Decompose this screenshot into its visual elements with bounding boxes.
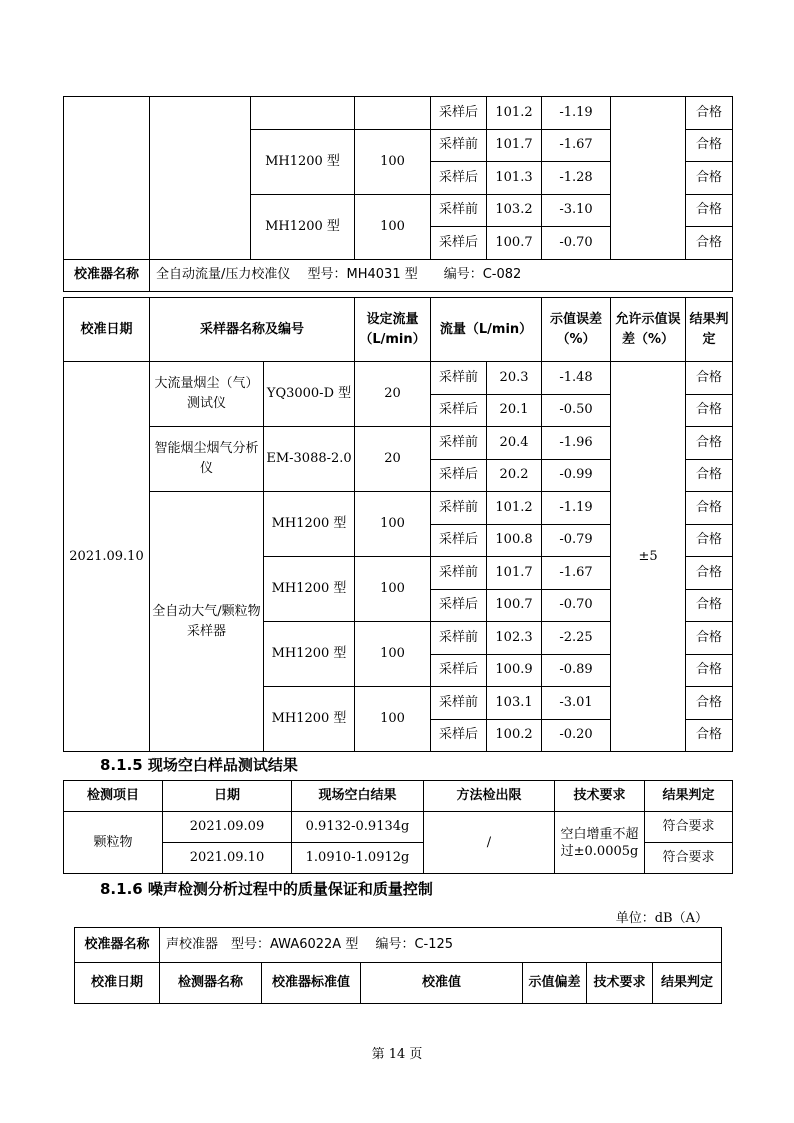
calibrator-row: 校准器名称 声校准器 型号：AWA6022A 型 编号：C-125 (75, 928, 722, 963)
table-row: MH1200 型 100 采样前 101.7 -1.67 合格 (64, 557, 733, 590)
calibration-date: 2021.09.10 (64, 362, 150, 752)
table-row: 采样后 101.2 -1.19 合格 (64, 97, 733, 130)
unit-label: 单位：dB（A） (615, 911, 708, 926)
table-row: 2021.09.10 大流量烟尘（气）测试仪 YQ3000-D 型 20 采样前 20.3 -1.48 ±5 合格 (64, 362, 733, 395)
calibration-table-2 (63, 297, 733, 752)
table-row: 采样后 100.2 -0.20 合格 (64, 719, 733, 752)
section-title-816: 8.1.6 噪声检测分析过程中的质量保证和质量控制 (100, 880, 433, 898)
blank-sample-table (63, 780, 733, 874)
table-row: 采样后 100.8 -0.79 合格 (64, 524, 733, 557)
table-row: 颗粒物 2021.09.09 0.9132-0.9134g / 空白增重不超过±0.0005g 符合要求 (64, 812, 733, 843)
calibrator-label: 校准器名称 (64, 259, 150, 292)
table-row: MH1200 型 100 采样前 103.2 -3.10 合格 (64, 194, 733, 227)
table-row: 2021.09.10 1.0910-1.0912g 符合要求 (64, 843, 733, 874)
table-row: 全自动大气/颗粒物采样器 MH1200 型 100 采样前 101.2 -1.19 合格 (64, 492, 733, 525)
allowed-error: ±5 (611, 362, 686, 752)
header-row: 检测项目 日期 现场空白结果 方法检出限 技术要求 结果判定 (64, 781, 733, 812)
noise-calibration-table (74, 927, 722, 1004)
shared-device: 全自动大气/颗粒物采样器 (150, 492, 264, 752)
table-row: 采样后 20.1 -0.50 合格 (64, 394, 733, 427)
table-row: 采样后 100.9 -0.89 合格 (64, 654, 733, 687)
header-row: 校准日期 采样器名称及编号 设定流量（L/min） 流量（L/min） 示值误差（%） 允许示值误差（%） 结果判定 (64, 298, 733, 362)
calibrator-row (64, 259, 733, 292)
section-title-815: 8.1.5 现场空白样品测试结果 (100, 756, 298, 774)
page-number: 第 14 页 (371, 1047, 423, 1062)
table-row: MH1200 型 100 采样前 102.3 -2.25 合格 (64, 622, 733, 655)
table-row: MH1200 型 100 采样前 103.1 -3.01 合格 (64, 687, 733, 720)
table-row: 采样后 101.3 -1.28 合格 (64, 162, 733, 195)
table-row: 采样后 100.7 -0.70 合格 (64, 227, 733, 260)
table-row: 智能烟尘烟气分析仪 EM-3088-2.0 20 采样前 20.4 -1.96 合格 (64, 427, 733, 460)
table-row: MH1200 型 100 采样前 101.7 -1.67 合格 (64, 129, 733, 162)
calibrator-value: 全自动流量/压力校准仪 型号：MH4031 型 编号：C-082 (150, 259, 733, 292)
calibration-table (63, 96, 733, 292)
header-row: 校准日期 检测器名称 校准器标准值 校准值 示值偏差 技术要求 结果判定 (75, 963, 722, 1004)
table-row: 采样后 100.7 -0.70 合格 (64, 589, 733, 622)
table-row: 采样后 20.2 -0.99 合格 (64, 459, 733, 492)
